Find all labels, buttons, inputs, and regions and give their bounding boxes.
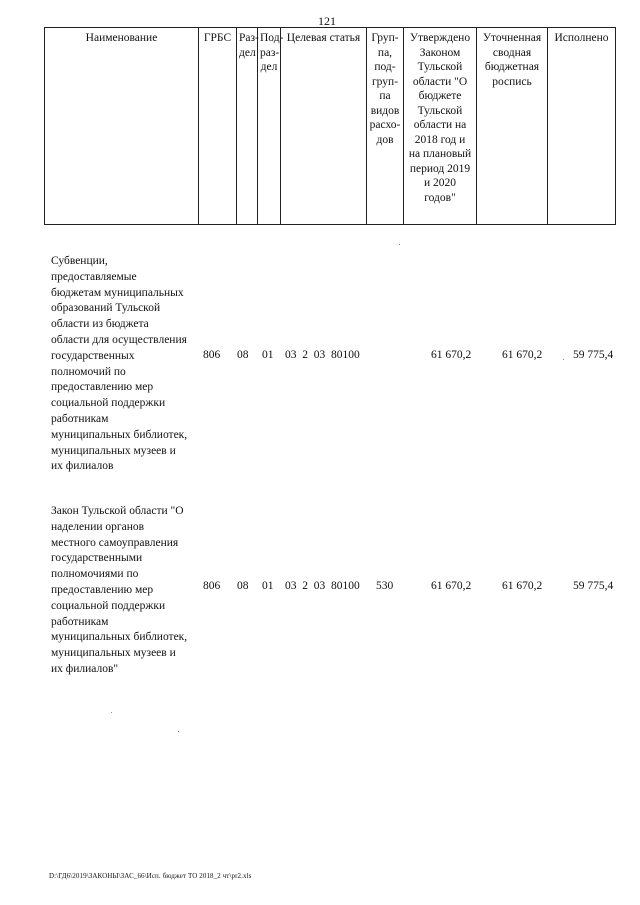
header-section: Раз- дел [237, 28, 258, 224]
row-approved: 61 670,2 [431, 580, 472, 592]
row-approved: 61 670,2 [431, 349, 472, 361]
row-target-item: 03 2 03 80100 [285, 580, 360, 592]
header-expense-group: Груп- па, под- груп- па видов расхо- дов [367, 28, 404, 224]
header-approved: Утверждено Законом Тульской области "О бюджете Тульской области на 2018 год и на плановый период 2019 и 2020 годов" [404, 28, 477, 224]
row-section: 08 [237, 349, 249, 361]
table-header [44, 27, 616, 225]
scan-speck [563, 359, 564, 360]
header-grbs: ГРБС [199, 28, 237, 224]
header-target-item: Целевая статья [281, 28, 367, 224]
row-subsection: 01 [262, 349, 274, 361]
row-executed: 59 775,4 [573, 580, 614, 592]
row-executed: 59 775,4 [573, 349, 614, 361]
scan-speck [178, 731, 179, 732]
row-subsection: 01 [262, 580, 274, 592]
row-expense-group: 530 [376, 580, 394, 592]
header-refined: Уточненная сводная бюджетная роспись [477, 28, 548, 224]
scan-speck [399, 244, 400, 245]
row-target-item: 03 2 03 80100 [285, 349, 360, 361]
row-name: Закон Тульской области "О наделении органов местного самоуправления государственными полномочиями по предоставлению мер социальной поддержки работникам муниципальных библиотек, муниципальных музеев и их филиалов" [51, 505, 188, 675]
row-refined: 61 670,2 [502, 580, 543, 592]
footer-file-path: D:\ГД6\2019\ЗАКОНЫ\ЗАС_66\Исп. бюджет ТО 2018_2 чт\pr2.xls [49, 872, 252, 880]
scan-speck [111, 712, 112, 713]
row-section: 08 [237, 580, 249, 592]
row-grbs: 806 [203, 580, 221, 592]
row-refined: 61 670,2 [502, 349, 543, 361]
header-executed: Исполнено [554, 32, 609, 44]
row-name: Субвенции, предоставляемые бюджетам муниципальных образований Тульской области из бюджета области для осуществления государственных полномочий по предоставлению мер социальной поддержки работникам муниципальных библиотек, муниципальных музеев и их филиалов [51, 255, 188, 473]
header-name: Наименование [45, 28, 199, 224]
page-number: 121 [318, 14, 336, 28]
row-grbs: 806 [203, 349, 221, 361]
header-subsection: Под- раз- дел [258, 28, 281, 224]
